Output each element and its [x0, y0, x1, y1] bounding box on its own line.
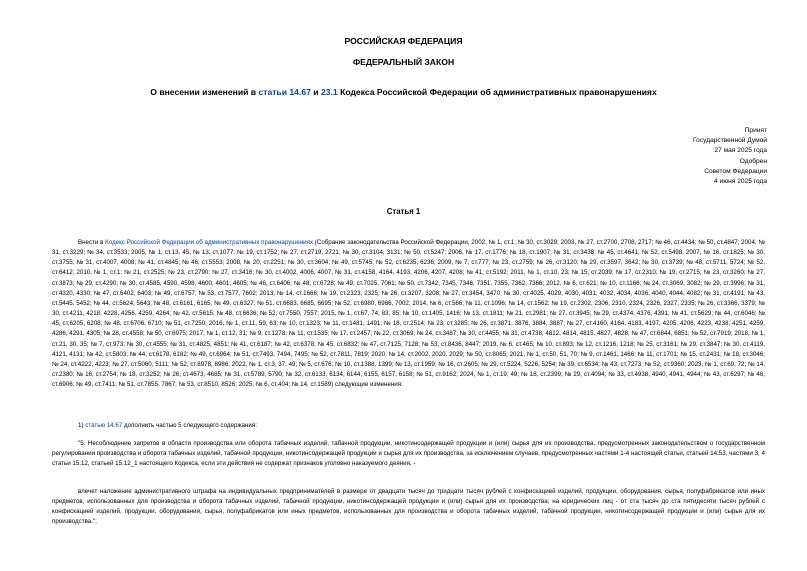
council-date: 4 июня 2025 года [714, 178, 767, 186]
law-type-heading: ФЕДЕРАЛЬНЫЙ ЗАКОН [352, 57, 455, 67]
part-5-quote: "5. Несоблюдение запретов в области производства или оборота табачных изделий, табачной продукции, никотинсодержащей продукции и (или) сырья для их производства, предусмотренных законодательством о государственном регулировании производства и оборота табачных изделий, табачной продукции, никотинсодержащей продукции и сырья для их производства, за исключением случаев, предусмотренных частями 1-4 настоящей статьи, статьей 14.53, частями 3, 4 статьи 15.12, статьей 15.12_1 настоящего Кодекса, если эти действия не содержат признаков уголовно наказуемого деяния, - [52, 440, 765, 468]
koap-code-link[interactable]: Кодекс Российской Федерации об административных правонарушениях [105, 239, 314, 246]
federation-heading: РОССИЙСКАЯ ФЕДЕРАЦИЯ [344, 36, 463, 46]
article-14-67-body-link[interactable]: статью 14.67 [85, 422, 123, 429]
duma-label: Государственной Думой [693, 137, 767, 145]
law-title-connector: и [310, 87, 321, 97]
law-title-prefix: О внесении изменений в [150, 87, 259, 97]
article-23-1-link[interactable]: 23.1 [320, 87, 338, 97]
article-1-heading: Статья 1 [386, 207, 421, 216]
intro-prefix: Внести в [78, 239, 106, 246]
approved-label: Одобрен [739, 157, 767, 165]
duma-date: 27 мая 2025 года [714, 147, 767, 155]
intro-paragraph [52, 238, 765, 390]
article-14-67-link[interactable]: статьи 14.67 [258, 87, 311, 97]
intro-citations: (Собрание законодательства Российской Федерации, 2002, № 1, ст.1; № 30, ст.3029; 2003, № 27, ст.2700, 2708, 2717; № 46, ст.4434; № 50, ст.4847; 2004, № 31, ст.3229; № 34, ст.3533; 2005, № 1, ст.13, 45; № 13, ст.1077; № 19, ст.1752; № 27, ст.2719, 2721; № 30, ст.3104, 3131; № 50, ст.5247; 2006, № 17, ст.1776; № 18, ст.1907; № 31, ст.3438; № 45, ст.4641; № 52, ст.5498; 2007, № 16, ст.1825; № 30, ст.3755; № 31, ст.4007, 4008; № 41, ст.4845; № 46, ст.5553; 2008, № 20, ст.2251; № 30, ст.3604; № 49, ст.5745; № 52, ст.6235, 6236; 2009, № 7, ст.777; № 23, ст.2759; № 26, ст.3120; № 29, ст.3597, 3642; № 30, ст.3739; № 48, ст.5711, 5724; № 52, ст.6412; 2010, № 1, ст.1; № 21, ст.2525; № 23, ст.2790; № 27, ст.3416; № 30, ст.4002, 4006, 4007; № 31, ст.4158, 4164, 4193, 4206, 4207, 4208; № 41, ст.5192; 2011, № 1, ст.10, 23; № 15, ст.2039; № 17, ст.2310; № 19, ст.2715; № 23, ст.3260; № 27, ст.3873; № 29, ст.4290; № 30, ст.4585, 4590, 4598, 4600, 4601, 4605; № 46, ст.6406; № 48, ст.6728; № 49, ст.7025, 7061; № 50, ст.7342, 7345, 7346, 7351, 7355, 7362, 7366; 2012, № 6, ст.621; № 10, ст.1166; № 24, ст.3069, 3082; № 29, ст.3996; № 31, ст.4320, 4330; № 47, ст.6402, 6403; № 49, ст.6757; № 53, ст.7577, 7602; 2013, № 14, ст.1666; № 19, ст.2323, 2325; № 26, ст.3207, 3208; № 27, ст.3454, 3470; № 30, ст.4025, 4029, 4030, 4031, 4032, 4034, 4036, 4040, 4044, 4082; № 31, ст.4191; № 43, ст.5445, 5452; № 44, ст.5624, 5643; № 48, ст.6161, 6165; № 49, ст.6327; № 51, ст.6683, 6685, 6695; № 52, ст.6980, 6986, 7002; 2014, № 6, ст.566; № 11, ст.1096; № 14, ст.1562; № 19, ст.2302, 2306, 2310, 2324, 2326, 2327, 2335; № 26, ст.3366, 3379; № 30, ст.4211, 4218, 4228, 4256, 4259, 4264; № 42, ст.5615; № 48, ст.6636; № 52, ст.7550, 7557; 2015, № 1, ст.67, 74, 83, 85; № 10, ст.1405, 1416; № 13, ст.1811; № 21, ст.2981; № 27, ст.3945; № 29, ст.4374, 4376, 4391; № 41, ст.5629; № 44, ст.6046; № 45, ст.6205, 6208; № 48, ст.6706, 6710; № 51, ст.7250; 2016, № 1, ст.11, 59, 63; № 10, ст.1323; № 11, ст.1481, 1491; № 18, ст.2514; № 23, ст.3285; № 26, ст.3871, 3876, 3884, 3887; № 27, ст.4160, 4164, 4183, 4197, 4205, 4206, 4223, 4238, 4251, 4259, 4286, 4291, 4305; № 28, ст.4558; № 50, ст.6975; 2017, № 1, ст.12, 31; № 9, ст.1278; № 11, ст.1535; № 17, ст.2457; № 22, ст.3069; № 24, ст.3487; № 30, ст.4455; № 31, ст.4738, 4812, 4814, 4815, 4827, 4828; № 47, ст.6844, 6851; № 52, ст.7919; 2018, № 1, ст.21, 30, 35; № 7, ст.973; № 30, ст.4555; № 31, ст.4825, 4851; № 41, ст.6187; № 42, ст.6378; № 45, ст.6832; № 47, ст.7125, 7128; № 53, ст.8436, 8447; 2019, № 6, ст.465; № 10, ст.893; № 12, ст.1216, 1218; № 25, ст.3161; № 29, ст.3847; № 30, ст.4119, 4121, 4131; № 42, ст.5803; № 44, ст.6178, 6182; № 49, ст.6964; № 51, ст.7493, 7494, 7495; № 52, ст.7811, 7819; 2020, № 14, ст.2002, 2020, 2029; № 50, ст.8065; 2021, № 1, ст.50, 51, 70; № 9, ст.1461, 1466; № 11, ст.1701; № 15, ст.2431; № 18, ст.3046; № 24, ст.4222, 4223; № 27, ст.5060, 5111; № 52, ст.8978, 8986; 2022, № 1, ст.3, 37, 49; № 5, ст.676; № 10, ст.1388, 1399; № 13, ст.1959; № 16, ст.2605; № 29, ст.5224, 5226, 5254; № 39, ст.6534; № 43, ст.7273; № 52, ст.9360; 2023, № 1, ст.69, 72; № 14, ст.2380; № 16, ст.2754; № 18, ст.3252; № 26, ст.4673, 4685; № 31, ст.5789, 5790; № 32, ст.6133, 6134, 6144, 6155, 6157, 6158; № 51, ст.9162; 2024, № 1, ст.19, 49; № 18, ст.2399; № 29, ст.4094; № 33, ст.4938, 4940, 4941, 4944; № 43, ст.6297; № 46, ст.6906; № 49, ст.7411; № 51, ст.7855, 7867; № 53, ст.8510, 8526; 2025, № 6, ст.404; № 14, ст.1589) следующие изменения: [52, 239, 765, 389]
law-title-suffix: Кодекса Российской Федерации об административных правонарушениях [337, 87, 657, 97]
item-1-paragraph [52, 421, 765, 431]
penalty-paragraph: влечет наложение административного штрафа на индивидуальных предпринимателей в размере от двадцати тысяч до тридцати тысяч рублей с конфискацией изделий, продукции, оборудования, сырья, полуфабрикатов или иных предметов, использованных для производства и оборота табачных изделий, табачной продукции, никотинсодержащей продукции и (или) сырья для их производства; на юридических лиц - от ста тысяч до ста пятидесяти тысяч рублей с конфискацией изделий, продукции, оборудования, сырья, полуфабрикатов или иных предметов, использованных для производства и оборота табачных изделий, табачной продукции, никотинсодержащей продукции и (или) сырья для их производства."; [52, 488, 765, 526]
acceptance-block [693, 126, 767, 187]
council-label: Советом Федерации [704, 167, 767, 175]
law-title [0, 87, 807, 97]
item-1-number: 1) [78, 422, 86, 429]
item-1-text: дополнить частью 5 следующего содержания: [122, 422, 257, 429]
accepted-label: Принят [744, 127, 767, 134]
